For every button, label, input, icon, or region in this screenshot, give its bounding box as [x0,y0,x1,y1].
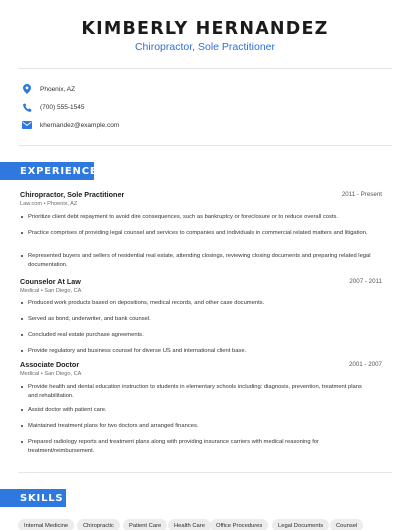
contact-location [22,82,75,96]
experience-section-heading: EXPERIENCE [0,162,94,180]
job-bullet: Provide health and dental education instruction to students in elementary schools including: diagnosis, prevention, treatment plans and rehabilitation. [20,383,372,400]
header-divider [18,68,392,69]
experience-divider [18,472,392,473]
skill-tag: Internal Medicine [18,519,74,530]
job-bullet: Maintained treatment plans for two doctors and arranged finances. [20,422,372,431]
job-dates: 2007 - 2011 [349,278,382,285]
job-meta: Law.com • Phoenix, AZ [20,201,78,207]
phone-icon [22,102,32,112]
skills-section-heading: SKILLS [0,489,66,507]
skill-tag: Health Care [168,519,211,530]
job-bullet: Prioritize client debt repayment to avoid dire consequences, such as bankruptcy or foreclosure or to reduce overall costs. [20,213,372,222]
job-bullet: Served as bond, underwriter, and bank counsel. [20,315,372,324]
job-dates: 2011 - Present [341,191,382,198]
job-title: Associate Doctor [20,360,80,369]
contact-email [22,118,119,132]
job-bullet: Practice comprises of providing legal counsel and services to companies and individuals in commercial related matters and litigation. [20,229,372,238]
contact-divider [18,145,392,146]
job-bullet: Assist doctor with patient care. [20,406,372,415]
email-text: khernandez@example.com [40,121,120,129]
job-meta: Medical • San Diego, CA [20,371,82,377]
candidate-title: Chiropractor, Sole Practitioner [134,41,276,53]
job-meta: Medical • San Diego, CA [20,288,82,294]
candidate-name: KIMBERLY HERNANDEZ [81,19,329,39]
job-bullet: Represented buyers and sellers of residential real estate, attending closings, reviewing closing documents and preparing related legal documentation. [20,252,372,269]
job-bullet: Prepared radiology reports and treatment plans along with providing insurance carriers with medical reasoning for treatment/reimbursement. [20,438,372,455]
contact-phone [22,100,84,114]
job-title: Counselor At Law [20,277,81,286]
job-bullet: Provide regulatory and business counsel for diverse US and international client base. [20,347,372,356]
location-text: Phoenix, AZ [40,85,76,93]
location-pin-icon [22,84,32,94]
skill-tag: Chiropractic [77,519,120,530]
job-bullet: Produced work products based on depositions, medical records, and other case documents. [20,299,372,308]
job-title: Chiropractor, Sole Practitioner [20,190,125,199]
skill-tag: Patient Care [123,519,167,530]
skill-tag: Counsel [330,519,363,530]
phone-text: (700) 555-1545 [40,103,85,111]
job-bullet: Concluded real estate purchase agreements. [20,331,372,340]
skill-tag: Legal Documents [272,519,329,530]
job-dates: 2001 - 2007 [348,361,382,368]
skill-tag: Office Procedures [210,519,268,530]
email-icon [22,120,32,130]
